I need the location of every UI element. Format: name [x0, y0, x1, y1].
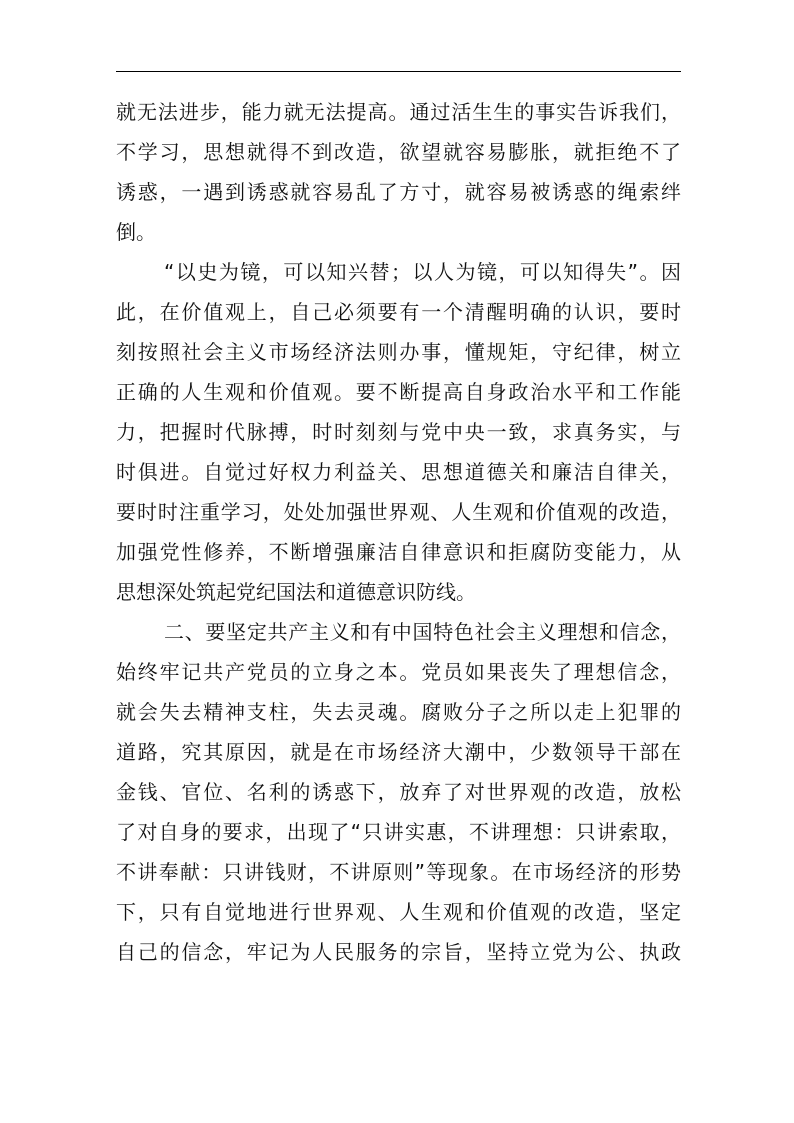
text-line: 加强党性修养，不断增强廉洁自律意识和拒腐防变能力，从 — [116, 540, 681, 564]
text-line: 二、要坚定共产主义和有中国特色社会主义理想和信念， — [164, 620, 681, 644]
text-line: 金钱、官位、名利的诱惑下，放弃了对世界观的改造，放松 — [116, 780, 681, 804]
text-line: 始终牢记共产党员的立身之本。党员如果丧失了理想信念， — [116, 660, 681, 684]
text-line: 自己的信念，牢记为人民服务的宗旨，坚持立党为公、执政 — [116, 940, 681, 964]
text-line: 思想深处筑起党纪国法和道德意识防线。 — [116, 580, 476, 604]
text-line: 不讲奉献：只讲钱财，不讲原则”等现象。在市场经济的形势 — [116, 860, 681, 884]
text-line: 下，只有自觉地进行世界观、人生观和价值观的改造，坚定 — [116, 900, 681, 924]
text-line: 时俱进。自觉过好权力利益关、思想道德关和廉洁自律关， — [116, 460, 681, 484]
text-line: 刻按照社会主义市场经济法则办事，懂规矩，守纪律，树立 — [116, 340, 681, 364]
text-line: 道路，究其原因，就是在市场经济大潮中，少数领导干部在 — [116, 740, 681, 764]
text-line: 诱惑，一遇到诱惑就容易乱了方寸，就容易被诱惑的绳索绊 — [116, 180, 681, 204]
text-line: 了对自身的要求，出现了“只讲实惠，不讲理想：只讲索取， — [116, 820, 681, 844]
body-text — [116, 92, 681, 972]
text-line: 就无法进步，能力就无法提高。通过活生生的事实告诉我们， — [116, 100, 681, 124]
text-line: 不学习，思想就得不到改造，欲望就容易膨胀，就拒绝不了 — [116, 140, 681, 164]
text-line: 倒。 — [116, 220, 156, 244]
text-line: 力，把握时代脉搏，时时刻刻与党中央一致，求真务实，与 — [116, 420, 681, 444]
text-line: 就会失去精神支柱，失去灵魂。腐败分子之所以走上犯罪的 — [116, 700, 681, 724]
text-line: 此，在价值观上，自己必须要有一个清醒明确的认识，要时 — [116, 300, 681, 324]
text-line: 要时时注重学习，处处加强世界观、人生观和价值观的改造， — [116, 500, 681, 524]
text-line: “以史为镜，可以知兴替；以人为镜，可以知得失”。因 — [164, 260, 681, 284]
text-line: 正确的人生观和价值观。要不断提高自身政治水平和工作能 — [116, 380, 681, 404]
header-rule — [116, 71, 681, 72]
